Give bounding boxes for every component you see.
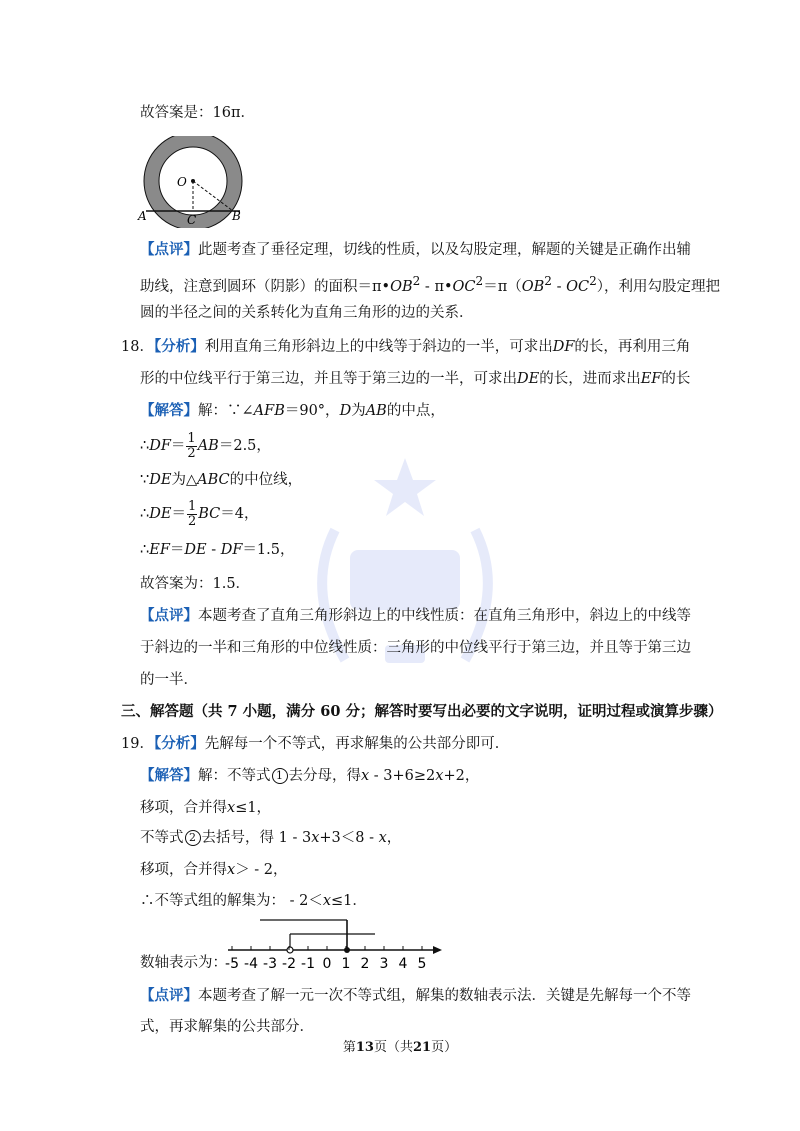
q19-solution-line-1: 【解答】解：不等式 1 去分母，得x - 3+6≥2x+2， (140, 767, 480, 784)
review-tag: 【点评】 (140, 241, 198, 258)
q18-solution-line-1: 【解答】解：∵∠AFB＝90°，D为AB的中点， (140, 402, 445, 419)
axis-tick-label: 4 (398, 956, 408, 972)
q18-review-line-2: 于斜边的一半和三角形的中位线性质：三角形的中位线平行于第三边，并且等于第三边 (140, 640, 691, 656)
q18-solution-line-3: ∵DE为△ABC的中位线， (140, 472, 303, 488)
axis-tick-label: 5 (417, 956, 427, 972)
number-line-caption: 数轴表示为： (140, 955, 227, 971)
q19-solution-line-5: ∴不等式组的解集为： - 2＜x≤1． (140, 893, 367, 909)
point-b-label: B (232, 209, 241, 223)
q18-review-line-1: 【点评】本题考查了直角三角形斜边上的中线性质：在直角三角形中，斜边上的中线等 (140, 607, 691, 624)
annulus-figure (136, 136, 266, 228)
point-c-label: C (187, 213, 197, 227)
axis-tick-label: -1 (301, 956, 315, 972)
point-o-label: O (177, 175, 187, 189)
circled-number: 2 (185, 830, 201, 846)
point-a-label: A (138, 209, 147, 223)
q18-solution-line-5: ∴EF＝DE - DF＝1.5， (140, 542, 295, 558)
axis-tick-label: -2 (282, 956, 296, 972)
axis-tick-label: -3 (263, 956, 277, 972)
circled-number: 1 (272, 768, 288, 784)
q19-solution-line-2: 移项，合并得x≤1， (140, 800, 272, 816)
q19-analysis: 19．【分析】先解每一个不等式，再求解集的公共部分即可． (121, 735, 510, 752)
q19-solution-line-4: 移项，合并得x＞ - 2， (140, 862, 288, 878)
axis-tick-label: -4 (244, 956, 258, 972)
q18-review-line-3: 的一半． (140, 672, 198, 688)
q18-analysis-line-2: 形的中位线平行于第三边，并且等于第三边的一半，可求出DE的长，进而求出EF的长 (140, 371, 691, 387)
axis-tick-label: 1 (341, 956, 351, 972)
q19-review-line-1: 【点评】本题考查了解一元一次不等式组，解集的数轴表示法．关键是先解每一个不等 (140, 987, 691, 1004)
q18-solution-line-4: ∴DE＝ $\frac{1}{2}$ BC＝4， (140, 498, 259, 529)
axis-tick-label: 3 (379, 956, 389, 972)
laurel-star-logo-icon (275, 440, 535, 700)
q18-solution-line-6: 故答案为：1.5． (140, 576, 251, 592)
page-footer: 第13页（共21页） (342, 1040, 458, 1055)
review-17-line-3: 圆的半径之间的关系转化为直角三角形的边的关系． (140, 305, 474, 321)
fraction: $\frac{1}{2}$ (187, 430, 196, 461)
number-line (220, 912, 450, 978)
review-17-line-2: 助线，注意到圆环（阴影）的面积$=\pi•OB^2$ - $\pi•OC^2=\pi(OB^2 - OC^2)$，利用勾股定理把 (140, 274, 721, 295)
axis-tick-label: -5 (225, 956, 239, 972)
answer-line-17: 故答案是：16π． (140, 105, 255, 121)
section-3-heading: 三、解答题（共 7 小题，满分 60 分；解答时要写出必要的文字说明，证明过程或演算步骤） (121, 703, 723, 720)
q19-review-line-2: 式，再求解集的公共部分． (140, 1019, 314, 1035)
axis-tick-label: 2 (360, 956, 370, 972)
q19-solution-line-3: 不等式 2 去括号，得 1 - 3x+3＜8 - x， (140, 830, 402, 846)
review-17-line-1: 【点评】此题考查了垂径定理，切线的性质，以及勾股定理，解题的关键是正确作出辅 (140, 241, 691, 258)
fraction: $\frac{1}{2}$ (187, 498, 197, 529)
q18-solution-line-2: ∴DF＝ $\frac{1}{2}$ AB＝2.5， (140, 430, 271, 461)
q18-analysis-line-1: 18．【分析】利用直角三角形斜边上的中线等于斜边的一半，可求出DF的长，再利用三角 (121, 338, 691, 355)
axis-tick-label: 0 (322, 956, 332, 972)
